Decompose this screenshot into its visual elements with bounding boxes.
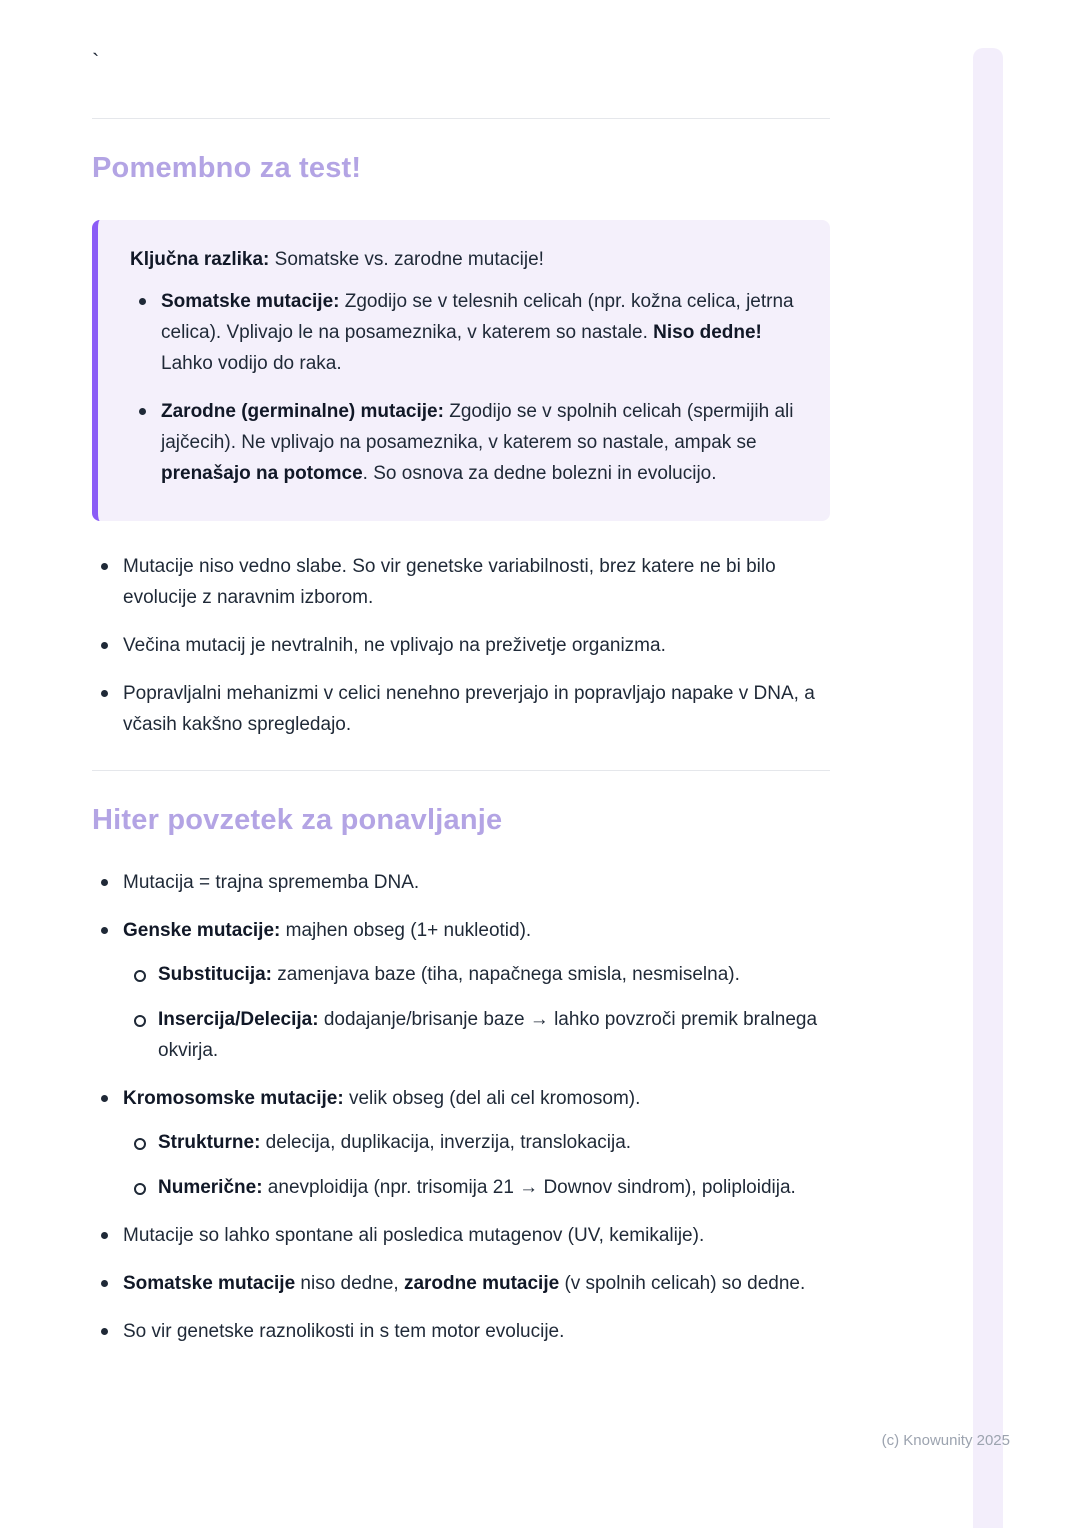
- list-item: [92, 915, 830, 1066]
- summary-list: [92, 867, 830, 1347]
- sub-item: Strukturne: delecija, duplikacija, inverzija, translokacija.: [123, 1127, 830, 1158]
- divider: [92, 118, 830, 119]
- list-item: [92, 1268, 830, 1299]
- callout-item-somatske: Somatske mutacije: Zgodijo se v telesnih celicah (npr. kožna celica, jetrna celica). Vplivajo le na posameznika, v katerem so nastale. Niso dedne! Lahko vodijo do raka.: [130, 286, 800, 379]
- list-item: [92, 1083, 830, 1203]
- list-item-text: So vir genetske raznolikosti in s tem motor evolucije.: [123, 1321, 565, 1342]
- divider: [92, 770, 830, 771]
- stray-character: `: [92, 49, 100, 74]
- page-edge-strip: [973, 48, 1003, 1528]
- list-item: [92, 1220, 830, 1251]
- list-item: Mutacije niso vedno slabe. So vir genetske variabilnosti, brez katere ne bi bilo evolucije z naravnim izborom.: [92, 551, 830, 613]
- section-title-pomembno-za-test: Pomembno za test!: [92, 152, 362, 184]
- sub-item: Substitucija: zamenjava baze (tiha, napačnega smisla, nesmiselna).: [123, 959, 830, 990]
- notes-list: [92, 551, 830, 740]
- list-item: Večina mutacij je nevtralnih, ne vplivajo na preživetje organizma.: [92, 630, 830, 661]
- sub-list: [123, 1127, 830, 1203]
- list-item-text: Genske mutacije: majhen obseg (1+ nukleotid).: [123, 920, 532, 941]
- list-item: Popravljalni mehanizmi v celici nenehno preverjajo in popravljajo napake v DNA, a včasih kakšno spregledajo.: [92, 678, 830, 740]
- copyright-footer: (c) Knowunity 2025: [881, 1432, 1010, 1449]
- section-title-hiter-povzetek: Hiter povzetek za ponavljanje: [92, 804, 503, 836]
- list-item: [92, 867, 830, 898]
- callout-list: [130, 286, 800, 489]
- list-item-text: Mutacije so lahko spontane ali posledica mutagenov (UV, kemikalije).: [123, 1225, 705, 1246]
- sub-item: Numerične: anevploidija (npr. trisomija 21 → Downov sindrom), poliploidija.: [123, 1172, 830, 1203]
- document-content: [92, 0, 830, 1364]
- list-item-text: Somatske mutacije niso dedne, zarodne mutacije (v spolnih celicah) so dedne.: [123, 1273, 806, 1294]
- sub-item: Insercija/Delecija: dodajanje/brisanje baze → lahko povzroči premik bralnega okvirja.: [123, 1004, 830, 1066]
- list-item: [92, 1316, 830, 1347]
- sub-list: [123, 959, 830, 1066]
- list-item-text: Kromosomske mutacije: velik obseg (del ali cel kromosom).: [123, 1088, 641, 1109]
- callout-item-zarodne: Zarodne (germinalne) mutacije: Zgodijo se v spolnih celicah (spermijih ali jajčecih). Ne vplivajo na posameznika, v katerem so nastale, ampak se prenašajo na potomce. So osnova za dedne bolezni in evolucijo.: [130, 396, 800, 489]
- callout-intro: Ključna razlika: Somatske vs. zarodne mutacije!: [130, 249, 544, 270]
- list-item-text: Mutacija = trajna sprememba DNA.: [123, 872, 420, 893]
- callout-box: [92, 220, 830, 521]
